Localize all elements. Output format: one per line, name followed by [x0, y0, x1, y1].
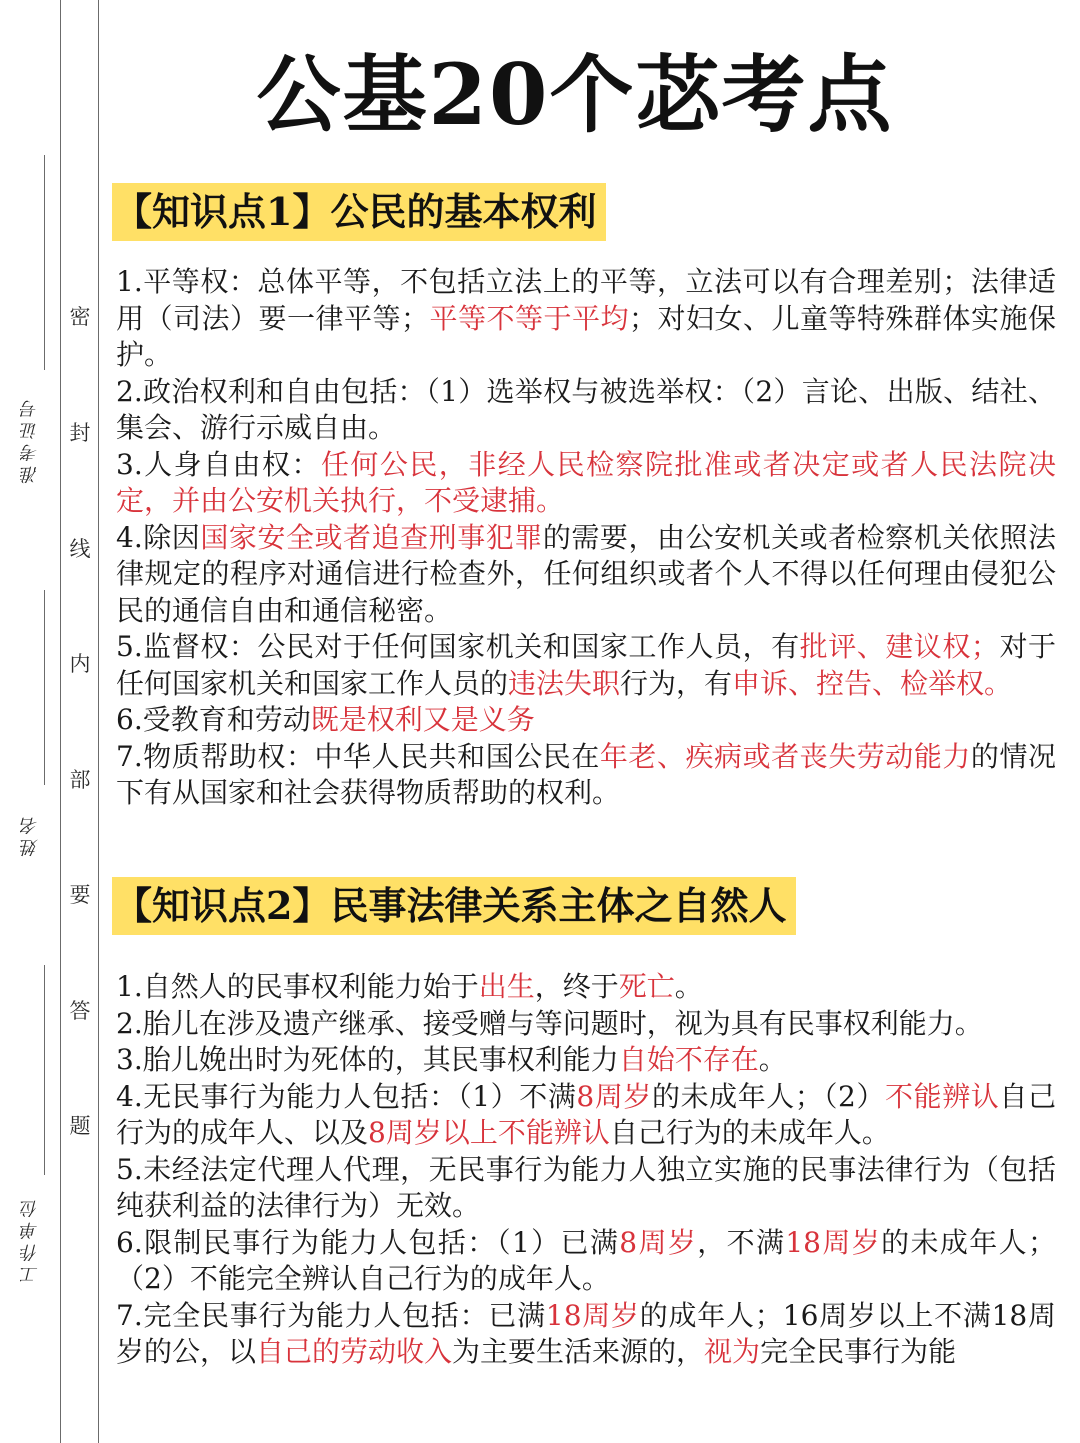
body-text: 6.受教育和劳动: [116, 703, 311, 736]
body-text: ，不满: [697, 1225, 786, 1259]
seal-char: 封: [67, 420, 93, 446]
field-label-name: 姓名: [20, 813, 41, 857]
binding-margin: [0, 0, 105, 1443]
highlighted-text: 违法失职: [508, 666, 621, 700]
body-text: 。: [674, 970, 703, 1003]
field-label-work-unit: 工作单位: [20, 1196, 41, 1284]
list-item: [116, 702, 1056, 739]
body-text: 5.未经法定代理人代理，无民事行为能力人独立实施的民事法律行为（包括纯获利益的法律行为）无效。: [116, 1152, 1056, 1222]
highlighted-text: 8周岁: [576, 1079, 652, 1113]
body-text: 3.胎儿娩出时为死体的，其民事权利能力: [116, 1043, 619, 1076]
section-heading-2: 【知识点2】民事法律关系主体之自然人: [112, 877, 796, 935]
highlighted-text: 自始不存在: [618, 1043, 759, 1076]
highlighted-text: 年老、疾病或者丧失劳动能力: [599, 739, 971, 773]
highlighted-text: 8周岁: [619, 1225, 698, 1259]
body-text: 的成年人；16周岁以上不满18周岁的公，以: [116, 1298, 1056, 1368]
body-text: 自己行为的成年人、以及: [116, 1079, 1056, 1149]
highlighted-text: 18周岁: [785, 1225, 882, 1259]
page-title: 公基20个苾考点: [256, 45, 894, 144]
list-item: [116, 739, 1056, 812]
seal-char: 题: [67, 1113, 93, 1139]
section-body-2: [116, 969, 1056, 1371]
body-text: 6.限制民事行为能力人包括：（1）已满: [116, 1225, 620, 1259]
body-text: 4.除因: [116, 520, 201, 554]
list-item: [116, 447, 1056, 520]
body-text: 3.人身自由权：: [116, 447, 321, 481]
list-item: [116, 264, 1056, 374]
margin-line-inner: [98, 0, 99, 1443]
body-text: 为主要生活来源的，: [452, 1335, 705, 1368]
highlighted-text: 国家安全或者追查刑事犯罪: [200, 520, 543, 554]
highlighted-text: 申诉、控告、检举权。: [732, 666, 1013, 700]
list-item: [116, 1042, 1056, 1079]
seal-char: 答: [67, 998, 93, 1024]
body-text: ；对妇女、儿童等特殊群体实施保护。: [116, 301, 1056, 371]
seal-char: 要: [67, 882, 93, 908]
highlighted-text: 不能辨认: [885, 1079, 1000, 1113]
list-item: [116, 1225, 1056, 1298]
body-text: 。: [758, 1043, 787, 1076]
highlighted-text: 平等不等于平均: [429, 301, 629, 335]
list-item: [116, 1152, 1056, 1225]
body-text: 对于任何国家机关和国家工作人员的: [116, 630, 1056, 700]
field-line-work-unit: [44, 965, 45, 1175]
body-text: 的未成年人；（2）: [651, 1079, 886, 1113]
list-item: [116, 374, 1056, 447]
highlighted-text: 18周岁: [545, 1298, 640, 1332]
body-text: 自己行为的未成年人。: [609, 1116, 890, 1149]
highlighted-text: 任何公民，非经人民检察院批准或者决定或者人民法院决定，并由公安机关执行，不受逮捕。: [116, 447, 1056, 517]
seal-char: 内: [67, 651, 93, 677]
body-text: 的未成年人；（2）不能完全辨认自己行为的成年人。: [116, 1225, 1056, 1295]
field-line-name: [44, 590, 45, 785]
highlighted-text: 视为: [704, 1335, 761, 1368]
body-text: 4.无民事行为能力人包括：（1）不满: [116, 1079, 577, 1113]
seal-char: 密: [67, 304, 93, 330]
body-text: 1.自然人的民事权利能力始于: [116, 970, 479, 1003]
list-item: [116, 629, 1056, 702]
highlighted-text: 死亡: [618, 970, 675, 1003]
body-text: 行为，有: [620, 666, 733, 700]
list-item: [116, 1079, 1056, 1152]
body-text: 5.监督权：公民对于任何国家机关和国家工作人员，有: [116, 630, 800, 663]
highlighted-text: 既是权利又是义务: [310, 703, 535, 736]
highlighted-text: 8周岁以上不能辨认: [368, 1116, 610, 1149]
field-line-exam-number: [44, 155, 45, 370]
body-text: ，终于: [534, 970, 619, 1003]
body-text: 1.平等权：总体平等，不包括立法上的平等，立法可以有合理差别；法律适用（司法）要一律平等；: [116, 265, 1056, 335]
body-text: 的情况下有从国家和社会获得物质帮助的权利。: [116, 739, 1056, 809]
highlighted-text: 自己的劳动收入: [256, 1335, 453, 1368]
seal-char: 部: [67, 767, 93, 793]
list-item: [116, 520, 1056, 630]
highlighted-text: 批评、建议权；: [799, 630, 999, 663]
section-body-1: [116, 264, 1056, 812]
field-label-exam-number: 准考证号: [20, 396, 41, 484]
list-item: [116, 969, 1056, 1006]
seal-char: 线: [67, 536, 93, 562]
body-text: 的需要，由公安机关或者检察机关依照法律规定的程序对通信进行检查外，任何组织或者个人不得以任何理由侵犯公民的通信自由和通信秘密。: [116, 520, 1056, 627]
body-text: 完全民事行为能: [760, 1335, 957, 1368]
body-text: 2.胎儿在涉及遗产继承、接受赠与等问题时，视为具有民事权利能力。: [116, 1006, 983, 1040]
margin-line-outer: [60, 0, 61, 1443]
body-text: 7.物质帮助权：中华人民共和国公民在: [116, 739, 600, 773]
section-heading-1: 【知识点1】公民的基本权利: [112, 183, 606, 241]
body-text: 7.完全民事行为能力人包括：已满: [116, 1298, 546, 1332]
list-item: [116, 1006, 1056, 1043]
list-item: [116, 1298, 1056, 1371]
body-text: 2.政治权利和自由包括：（1）选举权与被选举权：（2）言论、出版、结社、集会、游行示威自由。: [116, 374, 1056, 444]
highlighted-text: 出生: [478, 970, 535, 1003]
